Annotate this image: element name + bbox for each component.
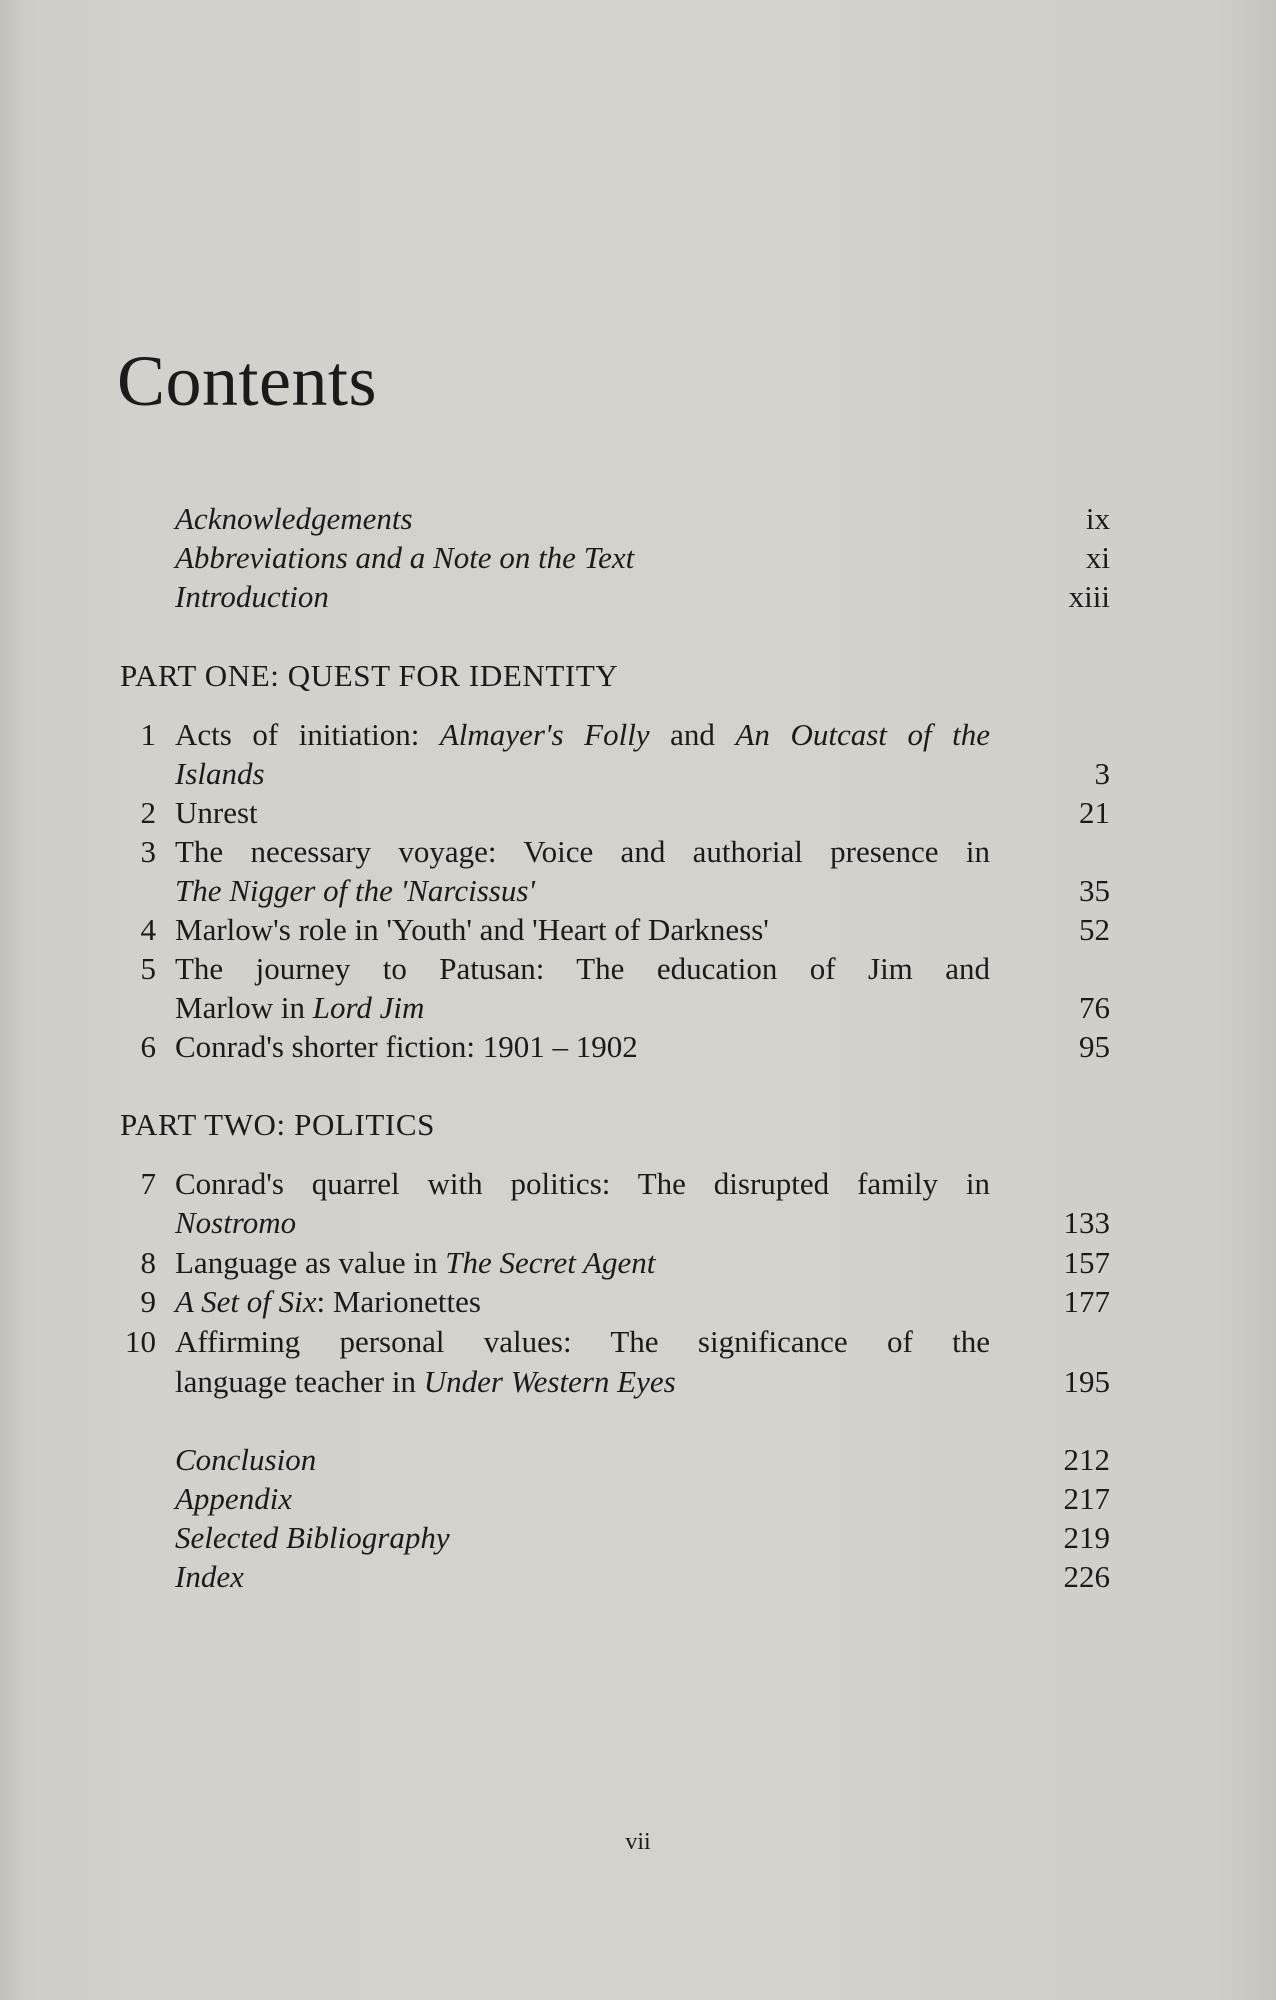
page-title: Contents (117, 341, 378, 421)
chapter-title-line1: Affirming personal values: The significance of the (175, 1324, 990, 1359)
toc-chapter-1[interactable] (0, 715, 1276, 755)
toc-chapter-10[interactable] (0, 1322, 1276, 1362)
chapter-title-line1: Language as value in The Secret Agent (175, 1245, 656, 1280)
chapter-page: 195 (1063, 1364, 1110, 1399)
toc-entry-abbreviations[interactable] (0, 538, 1276, 578)
entry-title: Conclusion (175, 1442, 317, 1477)
toc-chapter-4[interactable] (0, 910, 1276, 950)
page-number: vii (625, 1829, 651, 1855)
chapter-page: 76 (1079, 990, 1110, 1025)
chapter-page: 21 (1079, 795, 1110, 830)
entry-page: 219 (1063, 1520, 1110, 1555)
toc-chapter-3[interactable] (0, 832, 1276, 872)
chapter-title-line1: Unrest (175, 795, 258, 830)
toc-entry-appendix[interactable] (0, 1479, 1276, 1519)
chapter-number: 1 (140, 717, 156, 752)
chapter-title-line1: Conrad's shorter fiction: 1901 – 1902 (175, 1029, 638, 1064)
toc-entry-introduction[interactable] (0, 577, 1276, 617)
entry-page: ix (1085, 501, 1110, 536)
chapter-number: 8 (140, 1245, 156, 1280)
entry-page: 226 (1063, 1559, 1110, 1594)
chapter-title-line1: The necessary voyage: Voice and authorial presence in (175, 834, 990, 869)
chapter-title-line2: Islands (175, 756, 265, 791)
chapter-number: 10 (125, 1324, 156, 1359)
chapter-title-line1: Marlow's role in 'Youth' and 'Heart of Darkness' (175, 912, 769, 947)
chapter-number: 5 (140, 951, 156, 986)
chapter-title-line1: Conrad's quarrel with politics: The disrupted family in (175, 1166, 990, 1201)
toc-chapter-5-cont[interactable] (0, 988, 1276, 1028)
chapter-title-line1: The journey to Patusan: The education of Jim and (175, 951, 990, 986)
toc-chapter-2[interactable] (0, 793, 1276, 833)
chapter-page: 133 (1063, 1205, 1110, 1240)
chapter-title-line2: language teacher in Under Western Eyes (175, 1364, 676, 1399)
chapter-title-line2: Nostromo (175, 1205, 297, 1240)
entry-title: Introduction (175, 579, 329, 614)
toc-chapter-10-cont[interactable] (0, 1362, 1276, 1402)
entry-title: Index (175, 1559, 244, 1594)
chapter-page: 157 (1063, 1245, 1110, 1280)
toc-entry-index[interactable] (0, 1557, 1276, 1597)
chapter-page: 95 (1079, 1029, 1110, 1064)
chapter-title-line1: Acts of initiation: Almayer's Folly and An Outcast of the (175, 717, 991, 752)
chapter-number: 9 (140, 1284, 156, 1319)
entry-title: Selected Bibliography (175, 1520, 450, 1555)
chapter-page: 52 (1079, 912, 1110, 947)
entry-title: Appendix (175, 1481, 293, 1516)
entry-page: 212 (1063, 1442, 1110, 1477)
chapter-title-line2: Marlow in Lord Jim (175, 990, 425, 1025)
toc-chapter-7-cont[interactable] (0, 1203, 1276, 1243)
toc-chapter-5[interactable] (0, 949, 1276, 989)
toc-entry-acknowledgements[interactable] (0, 499, 1276, 539)
toc-chapter-9[interactable] (0, 1282, 1276, 1322)
part-two-heading: PART TWO: POLITICS (120, 1107, 435, 1142)
chapter-number: 7 (140, 1166, 156, 1201)
entry-title: Acknowledgements (175, 501, 413, 536)
chapter-title-line2: The Nigger of the 'Narcissus' (175, 873, 536, 908)
chapter-page: 35 (1079, 873, 1110, 908)
chapter-title-line1: A Set of Six: Marionettes (175, 1284, 481, 1319)
chapter-number: 6 (140, 1029, 156, 1064)
entry-page: xiii (1068, 579, 1110, 614)
toc-entry-bibliography[interactable] (0, 1518, 1276, 1558)
entry-page: xi (1085, 540, 1110, 575)
toc-chapter-7[interactable] (0, 1164, 1276, 1204)
entry-page: 217 (1063, 1481, 1110, 1516)
part-one-heading: PART ONE: QUEST FOR IDENTITY (120, 658, 619, 693)
chapter-number: 4 (140, 912, 156, 947)
toc-entry-conclusion[interactable] (0, 1440, 1276, 1480)
toc-chapter-8[interactable] (0, 1243, 1276, 1283)
toc-chapter-3-cont[interactable] (0, 871, 1276, 911)
chapter-page: 177 (1063, 1284, 1110, 1319)
chapter-number: 2 (140, 795, 156, 830)
toc-chapter-6[interactable] (0, 1027, 1276, 1067)
chapter-page: 3 (1094, 756, 1110, 791)
chapter-number: 3 (140, 834, 156, 869)
toc-chapter-1-cont[interactable] (0, 754, 1276, 794)
entry-title: Abbreviations and a Note on the Text (175, 540, 635, 575)
